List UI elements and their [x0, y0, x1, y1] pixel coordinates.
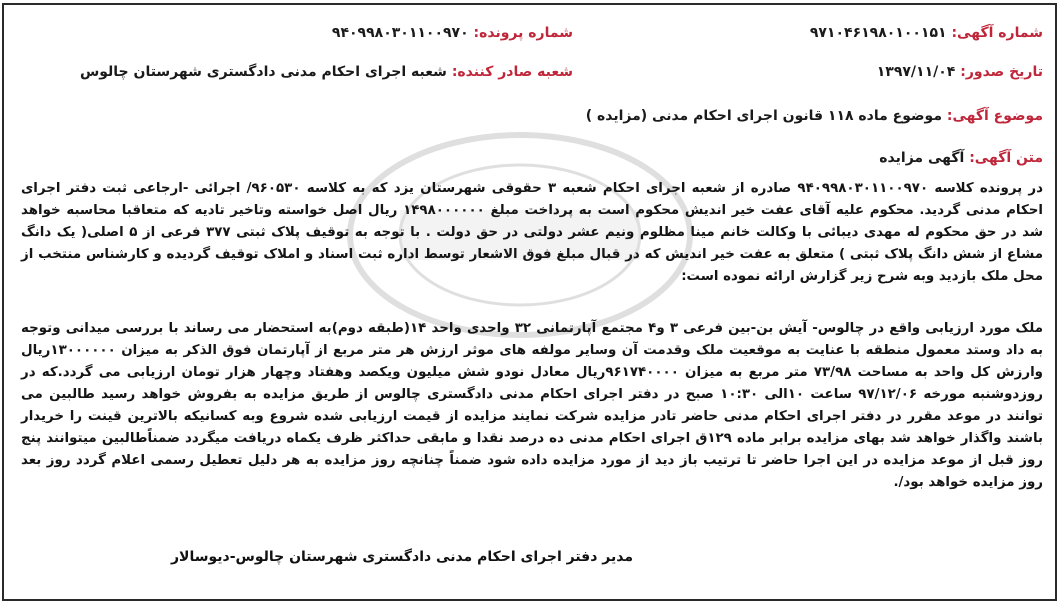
- subject-label: موضوع آگهی:: [946, 108, 1043, 124]
- body-title-row: [879, 149, 1043, 167]
- notice-paragraph-1: در پرونده کلاسه ۹۴۰۹۹۸۰۳۰۱۱۰۰۹۷۰ صادره از شعبه اجرای احکام شعبه ۳ حقوقی شهرستان یزد که به کلاسه ۹۶۰۵۳۰/ اجرائی -ارجاعی ثبت دفتر اجرای احکام مدنی گردید. محکوم علیه آقای عفت خیر اندیش محکوم است به پرداخت مبلغ ۱۴۹۸۰۰۰۰۰۰ ریال اصل خواسته وتاخیر تادیه که متعاقبا محاسبه خواهد شد در حق محکوم له مهدی دیبائی با وکالت خانم مینا مظلوم ونیم عشر دولتی در حق دولت . با توجه به توقیف پلاک ثبتی ۳۷۷ فرعی از ۵ اصلی( یک دانگ مشاع از شش دانگ پلاک ثبتی ) متعلق به عفت خیر اندیش که در قبال مبلغ فوق الاشعار توسط اداره ثبت اسناد و املاک توقیف گردیده و کارشناس منتخب از محل ملک بازدید وبه شرح زیر گزارش ارائه نموده است:: [21, 181, 1043, 284]
- notice-number: ۹۷۱۰۴۶۱۹۸۰۱۰۰۱۵۱: [809, 25, 947, 41]
- file-number-label: شماره پرونده:: [473, 25, 573, 41]
- notice-paragraph-2: ملک مورد ارزیابی واقع در چالوس- آیش بن-بین فرعی ۳ و۴ مجتمع آپارتمانی ۳۲ واحدی واحد ۱۴(طبقه دوم)به استحضار می رساند با بررسی میدانی وتوجه به داد وستد معمول منطقه با عنایت به موقعیت ملک وقدمت آن وسایر مولفه های موثر ارزش هر متر مربع از آپارتمان فوق الذکر به میزان ۱۳۰۰۰۰۰۰ریال وارزش کل واحد به مساحت ۷۳/۹۸ متر مربع به میزان ۹۶۱۷۴۰۰۰۰ریال معادل نودو شش میلیون ویکصد وهفتاد وچهار هزار تومان ارزیابی می گردد.که در روزدوشنبه مورخه ۹۷/۱۲/۰۶ ساعت ۱۰الی ۱۰:۳۰ صبح در دفتر اجرای احکام مدنی دادگستری چالوس از طریق مزایده به بفروش خواهد رسید طالبین می توانند در موعد مقرر در دفتر اجرای احکام مدنی حاضر تادر مزایده شرکت نمایند مزایده از قیمت ارزیابی شده شروع وبه کسانیکه بالاترین قینت را خریدار باشند واگذار خواهد شد بهای مزایده برابر ماده ۱۲۹ق اجرای احکام مدنی ده درصد نقدا و مابقی حداکثر ظرف یکماه دریافت میگردد ضمناًطالبین میتوانند پنج روز قبل از موعد مزایده در این اجرا حاضر تا ترتیب باز دید از مورد مزایده داده شود ضمناً چنانچه روز مزایده به هر دلیل تعطیل رسمی اعلام گردد روز بعد روز مزایده خواهد بود/.: [21, 321, 1044, 490]
- signature: مدیر دفتر اجرای احکام مدنی دادگستری شهرستان چالوس-دیوسالار: [170, 549, 633, 565]
- issuer-label: شعبه صادر کننده:: [451, 64, 573, 80]
- issue-date: ۱۳۹۷/۱۱/۰۴: [876, 64, 956, 80]
- notice-number-row: [810, 24, 1043, 42]
- subject-value: موضوع ماده ۱۱۸ قانون اجرای احکام مدنی (مزایده ): [585, 108, 942, 124]
- issue-date-label: تاریخ صدور:: [960, 64, 1043, 80]
- subject-row: [586, 107, 1043, 125]
- issue-date-row: [877, 63, 1043, 81]
- file-number-row: [332, 24, 573, 42]
- file-number: ۹۴۰۹۹۸۰۳۰۱۱۰۰۹۷۰: [331, 25, 469, 41]
- issuer: شعبه اجرای احکام مدنی دادگستری شهرستان چالوس: [79, 64, 447, 80]
- body-title-label: متن آگهی:: [969, 150, 1043, 166]
- notice-number-label: شماره آگهی:: [951, 25, 1043, 41]
- issuer-row: [80, 63, 573, 81]
- body-title: آگهی مزایده: [879, 150, 965, 166]
